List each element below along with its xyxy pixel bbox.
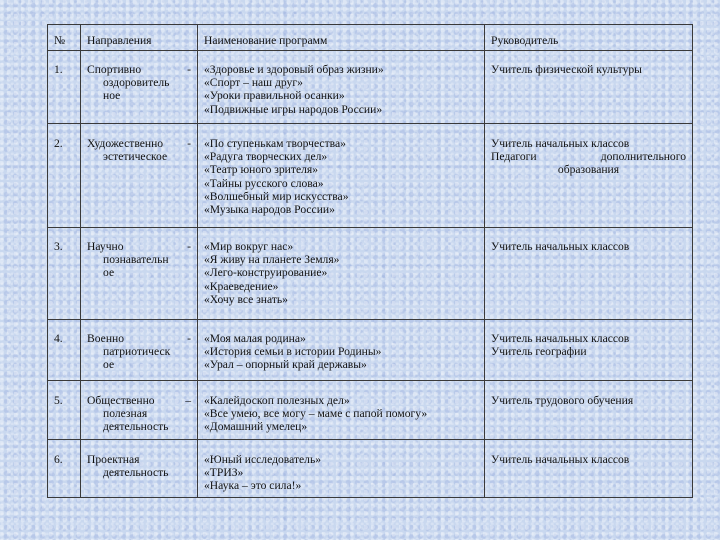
row-direction [81,124,198,228]
direction-line: Общественно – [87,394,191,407]
row-leader [485,228,693,320]
row-programs [198,51,485,124]
row-number: 3. [48,228,81,320]
leader-line: Учитель начальных классов [491,453,630,466]
row-number: 4. [48,320,81,381]
direction-line: деятельность [103,466,169,480]
direction-line: ное [103,89,121,103]
row-leader [485,51,693,124]
direction-line: эстетическое [103,150,168,164]
row-number: 5. [48,381,81,440]
leader-line: Учитель начальных классов [491,137,630,150]
program-item: «Подвижные игры народов России» [204,102,383,116]
program-item: «Мир вокруг нас» [204,240,294,253]
direction-line: полезная [103,407,148,421]
row-direction [81,228,198,320]
direction-line: Военно - [87,332,191,345]
header-row [48,25,693,51]
direction-line: Спортивно - [87,63,191,76]
program-item: «Радуга творческих дел» [204,150,328,164]
row-leader [485,440,693,498]
direction-line: Проектная [87,453,140,466]
header-num: № [48,25,81,51]
program-item: «Калейдоскоп полезных дел» [204,394,350,407]
row-programs [198,124,485,228]
leader-line: Учитель начальных классов [491,332,630,345]
program-item: «Все умею, все могу – маме с папой помогу» [204,407,428,421]
program-item: «Юный исследователь» [204,453,322,466]
row-programs [198,440,485,498]
row-direction [81,440,198,498]
program-item: «Театр юного зрителя» [204,163,319,177]
program-item: «ТРИЗ» [204,466,244,480]
direction-line: ое [103,358,115,372]
table-row [48,124,693,228]
program-item: «Хочу все знать» [204,292,288,306]
row-number: 2. [48,124,81,228]
leader-line: Педагоги дополнительного [491,150,686,164]
programs-table [47,24,693,498]
row-leader [485,124,693,228]
header-programs: Наименование программ [198,25,485,51]
program-item: «Моя малая родина» [204,332,306,345]
table-row [48,51,693,124]
table-row [48,228,693,320]
leader-line: Учитель трудового обучения [491,394,634,407]
program-item: «Спорт – наш друг» [204,76,303,90]
table-row [48,381,693,440]
program-item: «По ступенькам творчества» [204,137,346,150]
program-item: «Урал – опорный край державы» [204,358,367,372]
program-item: «Домашний умелец» [204,420,308,434]
leader-line: Учитель начальных классов [491,240,630,253]
program-item: «Здоровье и здоровый образ жизни» [204,63,384,76]
row-direction [81,320,198,381]
program-item: «История семьи в истории Родины» [204,345,382,359]
program-item: «Лего-конструирование» [204,266,328,280]
program-item: «Уроки правильной осанки» [204,89,345,103]
direction-line: оздоровитель [103,76,170,90]
direction-line: ое [103,266,115,280]
header-direction: Направления [81,25,198,51]
program-item: «Волшебный мир искусства» [204,189,349,203]
row-programs [198,320,485,381]
row-number: 6. [48,440,81,498]
direction-line: Художественно - [87,137,191,150]
program-item: «Краеведение» [204,279,279,293]
direction-line: Научно - [87,240,191,253]
direction-line: деятельность [103,420,169,434]
header-leader: Руководитель [485,25,693,51]
row-direction [81,51,198,124]
row-direction [81,381,198,440]
row-leader [485,381,693,440]
program-item: «Тайны русского слова» [204,176,324,190]
row-number: 1. [48,51,81,124]
program-item: «Наука – это сила!» [204,479,302,493]
table-row [48,440,693,498]
row-programs [198,228,485,320]
table-row [48,320,693,381]
program-item: «Я живу на планете Земля» [204,253,340,267]
direction-line: познавательн [103,253,169,267]
row-leader [485,320,693,381]
leader-line: Учитель физической культуры [491,63,642,76]
program-item: «Музыка народов России» [204,203,335,217]
leader-line: образования [557,163,620,177]
row-programs [198,381,485,440]
leader-line: Учитель географии [491,345,587,359]
direction-line: патриотическ [103,345,171,359]
